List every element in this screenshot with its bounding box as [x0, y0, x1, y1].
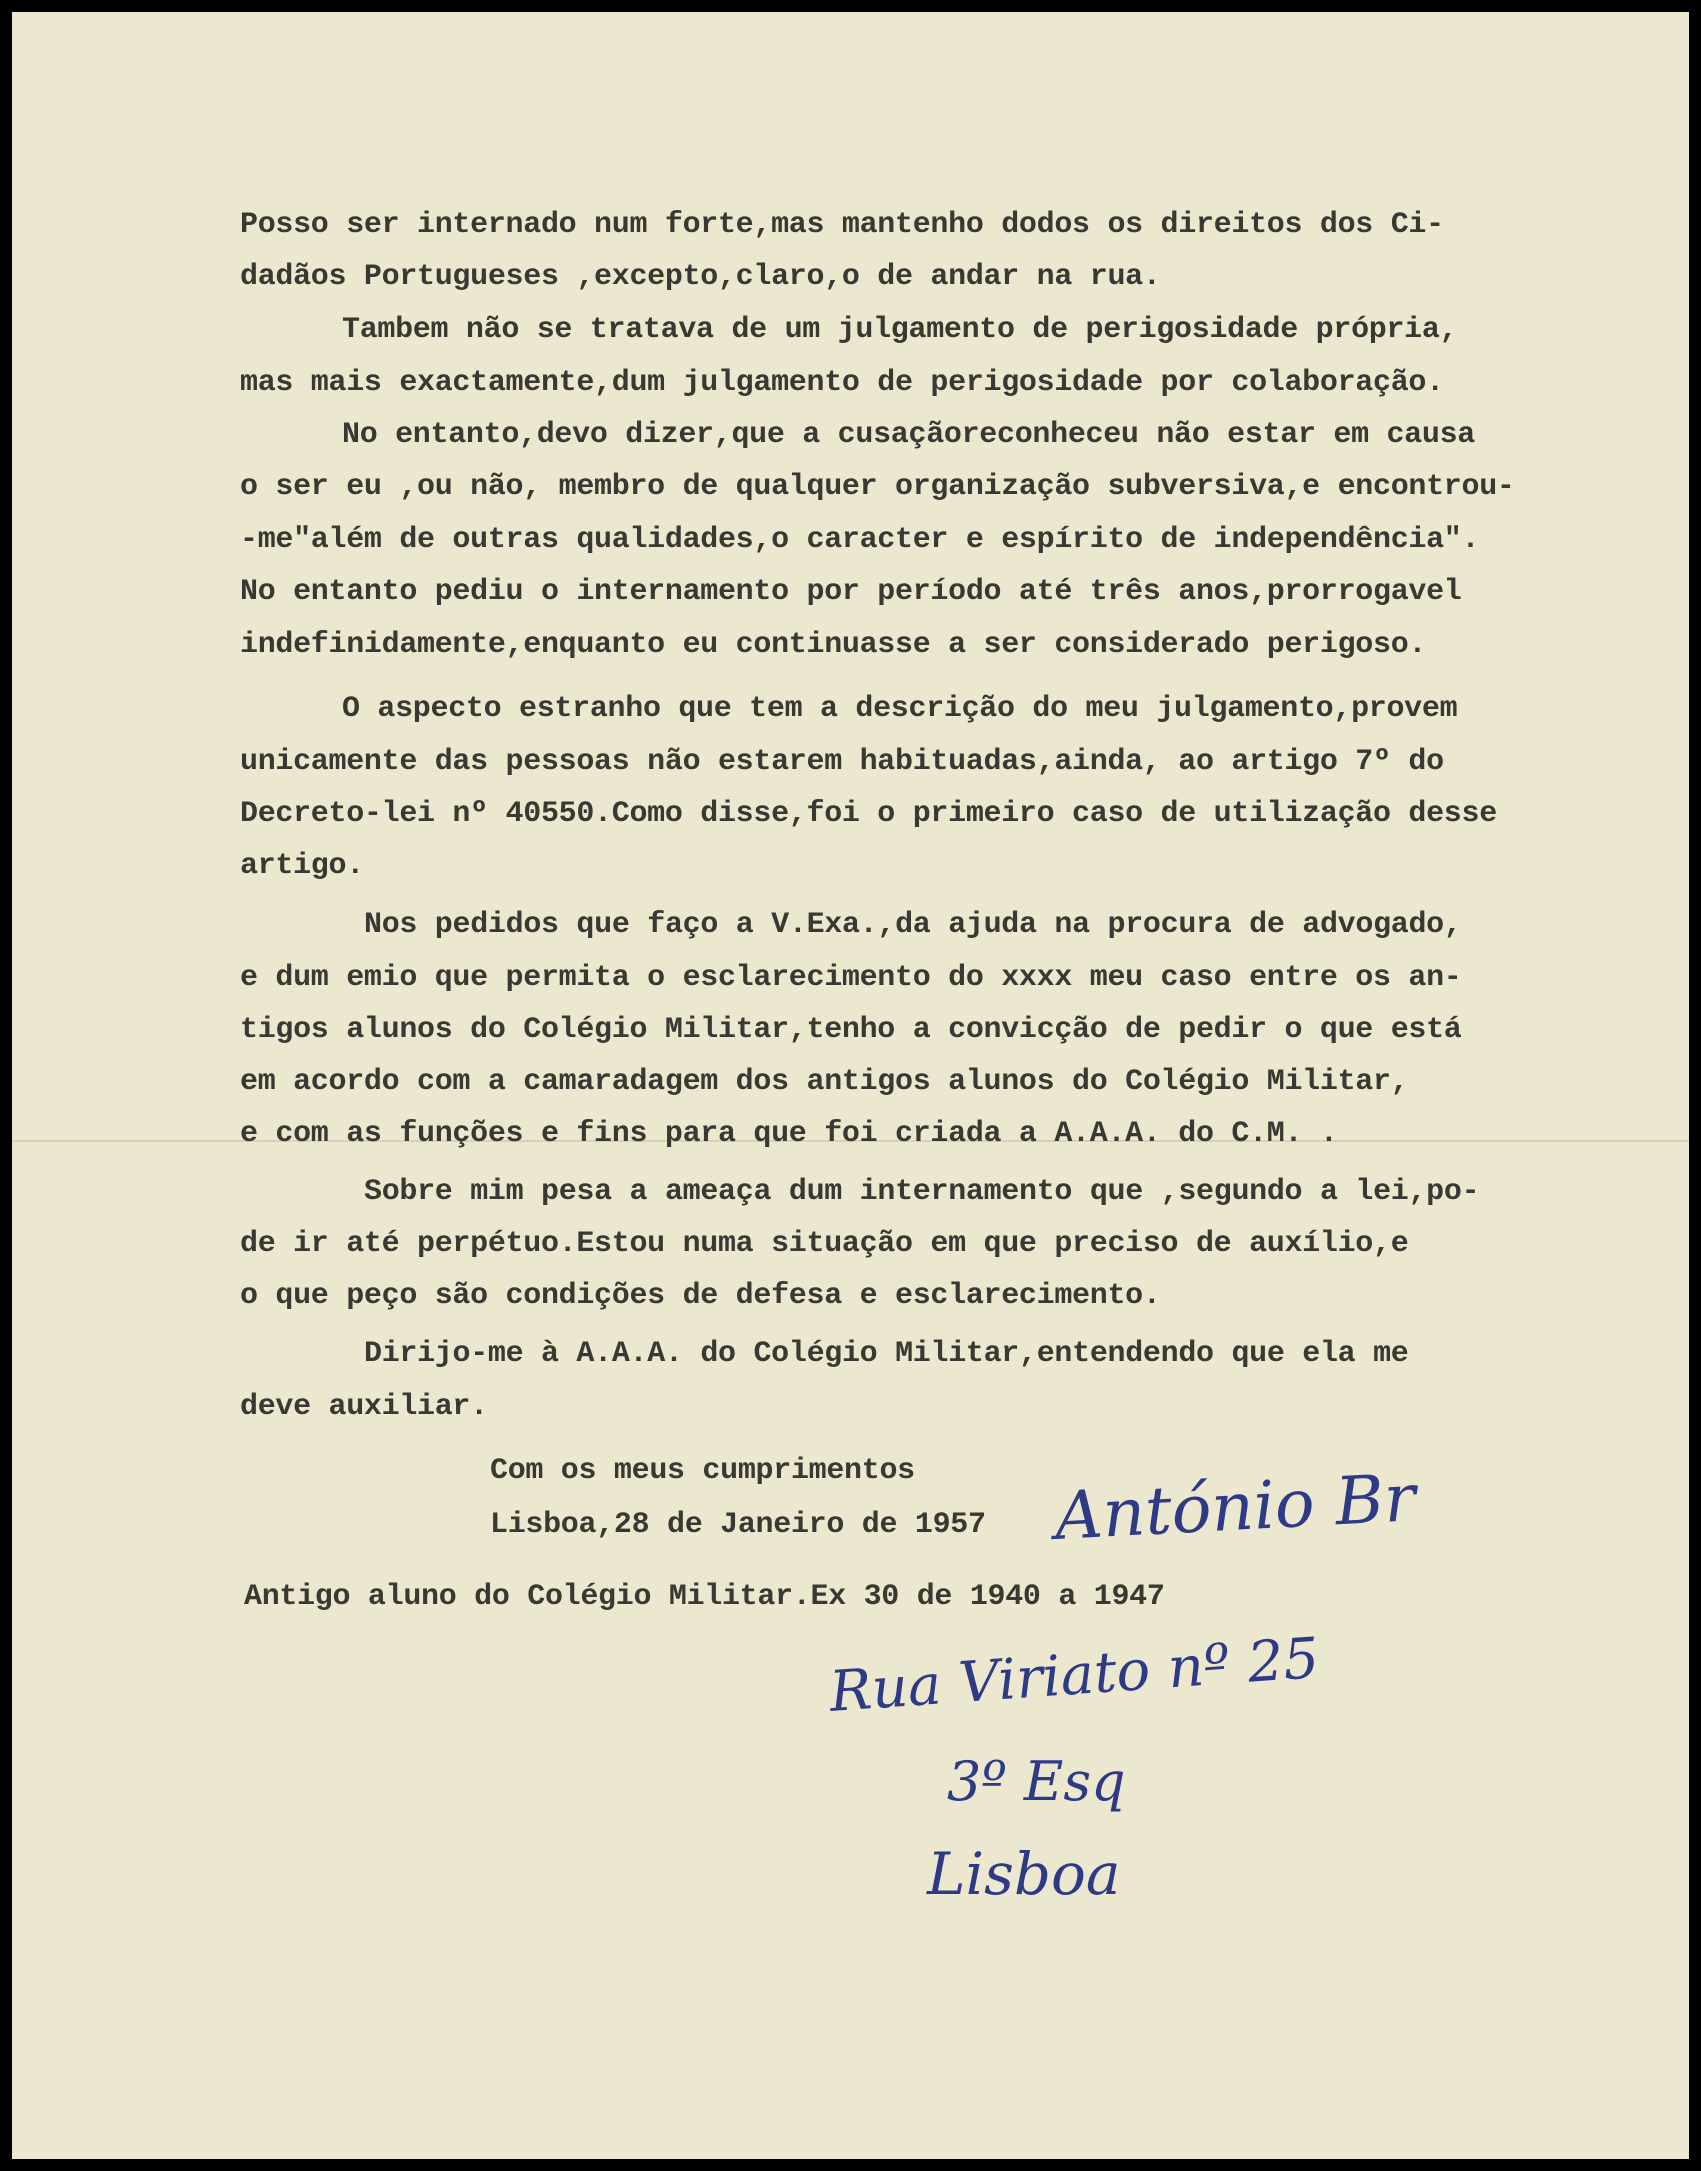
text-line: em acordo com a camaradagem dos antigos alunos do Colégio Militar, [240, 1065, 1409, 1099]
text-line: artigo. [240, 849, 364, 883]
handwritten-address-floor: 3º Esq [947, 1750, 1126, 1813]
letter-page [12, 12, 1689, 2159]
text-line: -me"além de outras qualidades,o caracter e espírito de independência". [240, 523, 1480, 557]
text-line: O aspecto estranho que tem a descrição do meu julgamento,provem [342, 692, 1458, 726]
text-line: deve auxiliar. [240, 1390, 488, 1424]
text-line: o ser eu ,ou não, membro de qualquer organização subversiva,e encontrou- [240, 470, 1515, 504]
text-line: Tambem não se tratava de um julgamento de perigosidade própria, [342, 313, 1458, 347]
text-line: Sobre mim pesa a ameaça dum internamento que ,segundo a lei,po- [364, 1175, 1480, 1209]
text-line: e com as funções e fins para que foi criada a A.A.A. do C.M. . [240, 1117, 1338, 1151]
text-line: No entanto pediu o internamento por período até três anos,prorrogavel [240, 575, 1462, 609]
text-line: Posso ser internado num forte,mas mantenho dodos os direitos dos Ci- [240, 208, 1444, 242]
text-line: Dirijo-me à A.A.A. do Colégio Militar,entendendo que ela me [364, 1337, 1409, 1371]
text-line: dadãos Portugueses ,excepto,claro,o de andar na rua. [240, 260, 1161, 294]
text-line: e dum emio que permita o esclarecimento do xxxx meu caso entre os an- [240, 961, 1462, 995]
handwritten-address-city: Lisboa [927, 1840, 1121, 1908]
text-line: o que peço são condições de defesa e esclarecimento. [240, 1279, 1161, 1313]
text-line: indefinidamente,enquanto eu continuasse a ser considerado perigoso. [240, 628, 1427, 662]
text-line: Decreto-lei nº 40550.Como disse,foi o primeiro caso de utilização desse [240, 797, 1497, 831]
former-student-line: Antigo aluno do Colégio Militar.Ex 30 de 1940 a 1947 [244, 1580, 1165, 1614]
handwritten-address-street: Rua Viriato nº 25 [827, 1625, 1322, 1725]
text-line: mas mais exactamente,dum julgamento de perigosidade por colaboração. [240, 366, 1444, 400]
text-line: Nos pedidos que faço a V.Exa.,da ajuda na procura de advogado, [364, 908, 1462, 942]
text-line: unicamente das pessoas não estarem habituadas,ainda, ao artigo 7º do [240, 745, 1444, 779]
text-line: tigos alunos do Colégio Militar,tenho a convicção de pedir o que está [240, 1013, 1462, 1047]
place-date: Lisboa,28 de Janeiro de 1957 [490, 1508, 986, 1542]
signature: António Br [1052, 1459, 1418, 1555]
closing: Com os meus cumprimentos [490, 1454, 915, 1488]
text-line: No entanto,devo dizer,que a cusaçãoreconheceu não estar em causa [342, 418, 1475, 452]
text-line: de ir até perpétuo.Estou numa situação em que preciso de auxílio,e [240, 1227, 1409, 1261]
